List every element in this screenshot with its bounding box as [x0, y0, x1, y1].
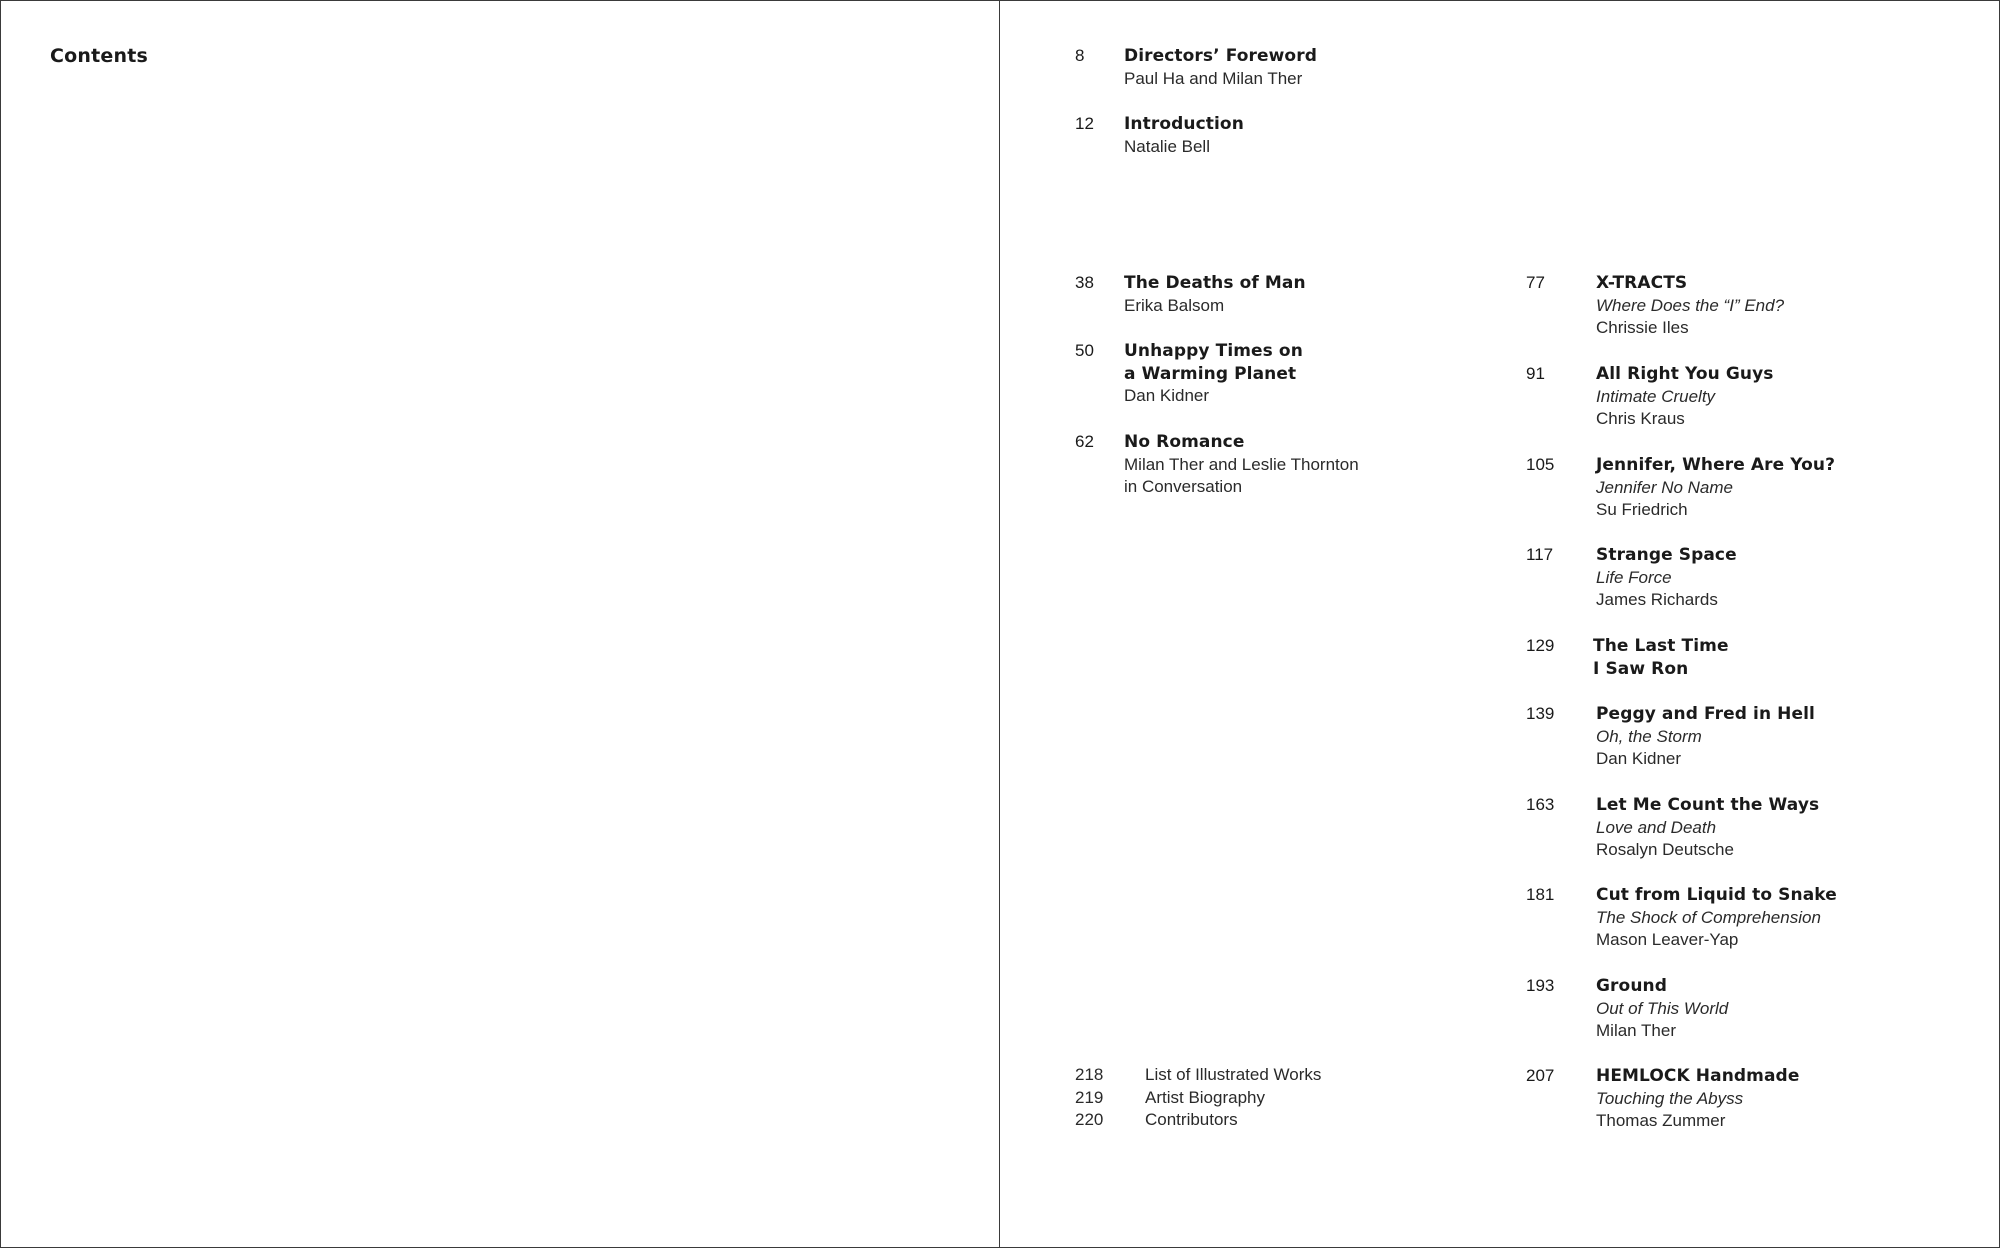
entry-author: Rosalyn Deutsche	[1596, 840, 1734, 860]
entry-author: Su Friedrich	[1596, 500, 1688, 520]
entry-title: Cut from Liquid to Snake	[1596, 885, 1837, 905]
entry-author: James Richards	[1596, 590, 1718, 610]
page-number: 181	[1526, 885, 1555, 904]
entry-title: All Right You Guys	[1596, 364, 1774, 384]
page-number: 139	[1526, 704, 1555, 723]
entry-subtitle: The Shock of Comprehension	[1596, 907, 1821, 927]
page-number: 207	[1526, 1066, 1555, 1085]
entry-title: X-TRACTS	[1596, 273, 1688, 293]
entry-title: No Romance	[1124, 432, 1245, 452]
entry-title: Directors’ Foreword	[1124, 46, 1317, 66]
page-number: 91	[1526, 364, 1545, 383]
entry-subtitle: Where Does the “I” End?	[1596, 295, 1785, 315]
entry-title: Unhappy Times on a Warming Planet	[1124, 341, 1303, 384]
page-number: 193	[1526, 976, 1555, 995]
entry-title: Ground	[1596, 976, 1667, 996]
entry-title: Strange Space	[1596, 545, 1737, 565]
entry-author: Paul Ha and Milan Ther	[1124, 68, 1303, 88]
contents-heading: Contents	[50, 45, 149, 67]
right-page	[999, 0, 2000, 1248]
page-number: 218	[1075, 1065, 1104, 1084]
entry-author: Thomas Zummer	[1596, 1111, 1726, 1131]
entry-subtitle: Love and Death	[1596, 817, 1717, 837]
back-matter-label: List of Illustrated Works	[1145, 1065, 1322, 1084]
entry-author: Natalie Bell	[1124, 136, 1210, 156]
entry-subtitle: Intimate Cruelty	[1596, 386, 1716, 406]
page-number: 163	[1526, 795, 1555, 814]
page-number: 8	[1075, 46, 1085, 65]
page-number: 12	[1075, 114, 1094, 133]
entry-author: Dan Kidner	[1124, 386, 1210, 406]
entry-author: Chris Kraus	[1596, 409, 1685, 429]
page-number: 219	[1075, 1087, 1104, 1107]
back-matter-label: Artist Biography	[1145, 1087, 1265, 1107]
page-number: 129	[1526, 636, 1555, 655]
page-number: 117	[1526, 545, 1554, 564]
entry-author: Mason Leaver-Yap	[1596, 930, 1739, 950]
entry-title: Let Me Count the Ways	[1596, 795, 1820, 815]
entry-title: Jennifer, Where Are You?	[1596, 455, 1836, 475]
page-number: 50	[1075, 341, 1094, 360]
entry-subtitle: Oh, the Storm	[1596, 726, 1702, 746]
page-number: 62	[1075, 432, 1094, 451]
entry-author: Erika Balsom	[1124, 295, 1225, 315]
page-number: 105	[1526, 455, 1555, 474]
entry-title: The Deaths of Man	[1124, 273, 1306, 293]
entry-subtitle: Touching the Abyss	[1596, 1088, 1744, 1108]
entry-subtitle: Out of This World	[1596, 998, 1729, 1018]
entry-title: Peggy and Fred in Hell	[1596, 704, 1815, 724]
entry-author: Milan Ther and Leslie Thornton in Conversation	[1124, 454, 1359, 497]
entry-title: Introduction	[1124, 114, 1244, 134]
entry-author: Milan Ther	[1596, 1021, 1676, 1041]
entry-subtitle: Jennifer No Name	[1596, 477, 1734, 497]
entry-title: The Last Time I Saw Ron	[1593, 636, 1729, 679]
entry-title: HEMLOCK Handmade	[1596, 1066, 1800, 1086]
entry-author: Dan Kidner	[1596, 749, 1682, 769]
entry-author: Chrissie Iles	[1596, 318, 1689, 338]
left-page	[0, 0, 1000, 1248]
page-number: 77	[1526, 273, 1545, 292]
page-number: 220	[1075, 1110, 1104, 1130]
entry-subtitle: Life Force	[1596, 567, 1672, 587]
back-matter-label: Contributors	[1145, 1110, 1238, 1130]
page-number: 38	[1075, 273, 1094, 292]
